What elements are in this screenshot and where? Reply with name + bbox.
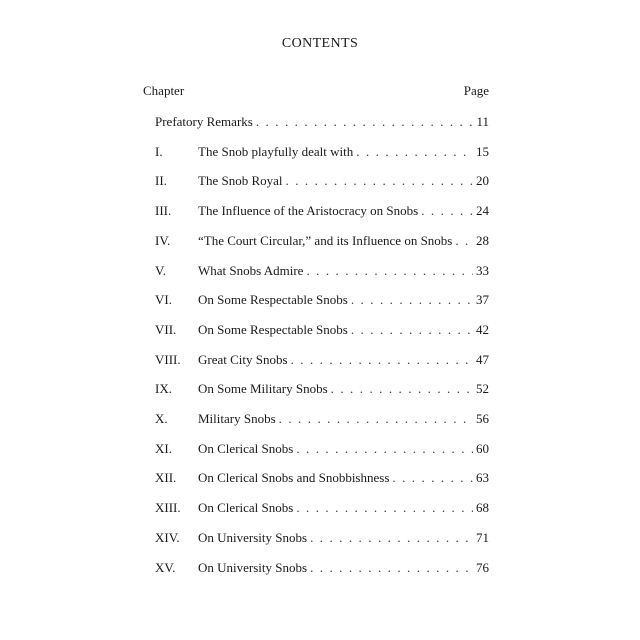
chapter-title: “The Court Circular,” and its Influence on Snobs <box>198 232 453 248</box>
toc-entry <box>0 439 640 459</box>
chapter-number: VIII. <box>155 351 181 367</box>
page-title: CONTENTS <box>281 36 359 51</box>
chapter-title: Military Snobs <box>198 411 276 426</box>
toc-entry <box>0 379 640 399</box>
entry-line <box>155 112 489 132</box>
toc-entry <box>0 112 640 132</box>
chapter-number: IX. <box>155 381 172 397</box>
chapter-title: On University Snobs <box>198 529 308 545</box>
toc-entry <box>0 261 640 281</box>
dot-leader <box>256 112 474 132</box>
dot-leader <box>392 468 473 488</box>
entry-line <box>198 290 489 310</box>
toc-entry <box>0 528 640 548</box>
entry-line <box>198 468 489 488</box>
entry-line <box>198 350 489 370</box>
page-number: 56 <box>476 411 489 426</box>
entry-line <box>198 379 489 399</box>
page-number: 20 <box>476 173 489 189</box>
entry-line <box>198 171 489 191</box>
dot-leader <box>421 201 473 221</box>
chapter-number: X. <box>155 411 168 426</box>
chapter-number: V. <box>155 262 166 278</box>
dot-leader <box>306 261 473 281</box>
page-number: 76 <box>476 559 489 575</box>
chapter-column-heading: Chapter <box>143 83 185 98</box>
dot-leader <box>291 350 473 370</box>
page-number: 63 <box>476 470 489 486</box>
toc-entry <box>0 231 640 251</box>
entry-line <box>198 558 489 578</box>
chapter-number: XI. <box>155 440 172 456</box>
chapter-title: What Snobs Admire <box>198 262 304 278</box>
chapter-number: XV. <box>155 559 176 575</box>
dot-leader <box>351 320 473 340</box>
entry-line <box>198 439 489 459</box>
dot-leader <box>279 409 473 429</box>
dot-leader <box>296 498 473 518</box>
chapter-title: The Snob playfully dealt with <box>198 143 354 159</box>
page-number: 15 <box>476 143 489 159</box>
entry-line <box>198 320 489 340</box>
dot-leader <box>310 558 473 578</box>
toc-entry <box>0 558 640 578</box>
entry-line <box>198 528 489 548</box>
page-column-heading: Page <box>463 83 489 98</box>
toc-entry <box>0 409 640 429</box>
page-number: 71 <box>476 529 489 545</box>
page-number: 47 <box>476 351 489 367</box>
toc-entry <box>0 498 640 518</box>
chapter-title: The Snob Royal <box>198 173 283 189</box>
chapter-title: On Clerical Snobs and Snobbishness <box>198 470 390 486</box>
toc-entry <box>0 468 640 488</box>
page-number: 60 <box>476 440 489 456</box>
page-number: 11 <box>476 114 489 129</box>
page-number: 28 <box>476 232 489 248</box>
page-number: 42 <box>476 321 489 337</box>
chapter-title: On Clerical Snobs <box>198 440 294 456</box>
chapter-number: XIV. <box>155 529 180 545</box>
entry-line <box>198 142 489 162</box>
chapter-title: On Some Respectable Snobs <box>198 292 348 308</box>
page-number: 52 <box>476 381 489 397</box>
dot-leader <box>356 142 473 162</box>
entry-line <box>198 498 489 518</box>
dot-leader <box>455 231 473 251</box>
page-number: 33 <box>476 262 489 278</box>
chapter-number: II. <box>155 173 167 189</box>
chapter-title: On Clerical Snobs <box>198 500 294 516</box>
chapter-title: The Influence of the Aristocracy on Snobs <box>198 203 419 219</box>
toc-entry <box>0 320 640 340</box>
chapter-title: Great City Snobs <box>198 351 288 367</box>
toc-entry <box>0 350 640 370</box>
chapter-title: On Some Military Snobs <box>198 381 328 397</box>
entry-line <box>198 409 489 429</box>
chapter-number: IV. <box>155 232 171 248</box>
chapter-number: VI. <box>155 292 172 308</box>
dot-leader <box>286 171 474 191</box>
entry-line <box>198 201 489 221</box>
toc-entry <box>0 290 640 310</box>
chapter-title: On University Snobs <box>198 559 308 575</box>
dot-leader <box>351 290 473 310</box>
chapter-title: Prefatory Remarks <box>155 114 253 129</box>
entry-line <box>198 231 489 251</box>
chapter-number: VII. <box>155 321 177 337</box>
page-number: 68 <box>476 500 489 516</box>
chapter-number: I. <box>155 143 163 159</box>
toc-entry <box>0 142 640 162</box>
entry-line <box>198 261 489 281</box>
chapter-title: On Some Respectable Snobs <box>198 321 348 337</box>
dot-leader <box>310 528 473 548</box>
dot-leader <box>296 439 473 459</box>
chapter-number: III. <box>155 203 172 219</box>
chapter-number: XIII. <box>155 500 181 516</box>
page-number: 24 <box>476 203 489 219</box>
dot-leader <box>331 379 473 399</box>
page-number: 37 <box>476 292 489 308</box>
toc-entry <box>0 201 640 221</box>
chapter-number: XII. <box>155 470 177 486</box>
toc-entry <box>0 171 640 191</box>
